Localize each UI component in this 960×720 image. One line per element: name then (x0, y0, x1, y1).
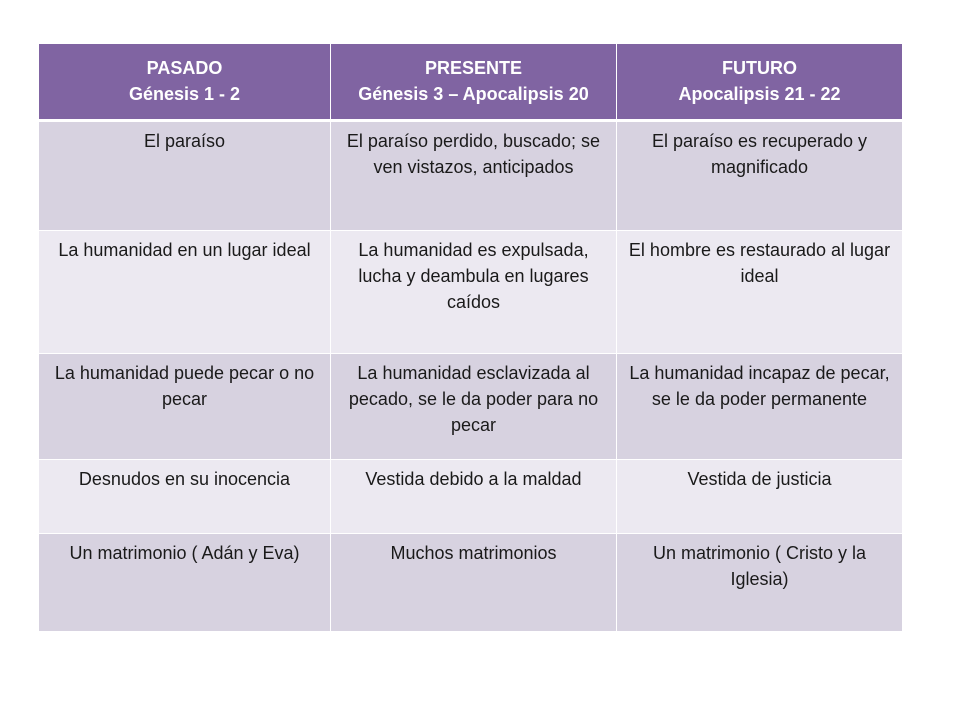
table-cell: La humanidad en un lugar ideal (39, 231, 331, 354)
table-header (39, 44, 903, 121)
table-cell: Desnudos en su inocencia (39, 460, 331, 534)
table-cell: La humanidad incapaz de pecar, se le da poder permanente (617, 354, 903, 460)
table-cell: El hombre es restaurado al lugar ideal (617, 231, 903, 354)
table-cell: El paraíso (39, 121, 331, 231)
table-cell: El paraíso es recuperado y magnificado (617, 121, 903, 231)
table-row (39, 121, 903, 231)
header-cell-pasado (39, 44, 331, 121)
header-reference: Génesis 1 - 2 (128, 84, 241, 104)
table-body (39, 121, 903, 632)
table-row (39, 354, 903, 460)
table-cell: Muchos matrimonios (331, 534, 617, 632)
comparison-table (38, 43, 903, 632)
header-row (39, 44, 903, 121)
header-cell-presente (331, 44, 617, 121)
table-row (39, 460, 903, 534)
table-cell: Vestida debido a la maldad (331, 460, 617, 534)
table-row (39, 231, 903, 354)
header-reference: Apocalipsis 21 - 22 (678, 84, 841, 104)
header-period: PASADO (146, 58, 223, 78)
header-reference: Génesis 3 – Apocalipsis 20 (358, 84, 589, 104)
table-cell: Un matrimonio ( Cristo y la Iglesia) (617, 534, 903, 632)
table-cell: Un matrimonio ( Adán y Eva) (39, 534, 331, 632)
header-period: FUTURO (722, 58, 797, 78)
table-cell: La humanidad puede pecar o no pecar (39, 354, 331, 460)
table-cell: El paraíso perdido, buscado; se ven vistazos, anticipados (331, 121, 617, 231)
header-cell-futuro (617, 44, 903, 121)
table-cell: La humanidad es expulsada, lucha y deambula en lugares caídos (331, 231, 617, 354)
table-cell: Vestida de justicia (617, 460, 903, 534)
table-row (39, 534, 903, 632)
table-cell: La humanidad esclavizada al pecado, se le da poder para no pecar (331, 354, 617, 460)
header-period: PRESENTE (424, 58, 523, 78)
